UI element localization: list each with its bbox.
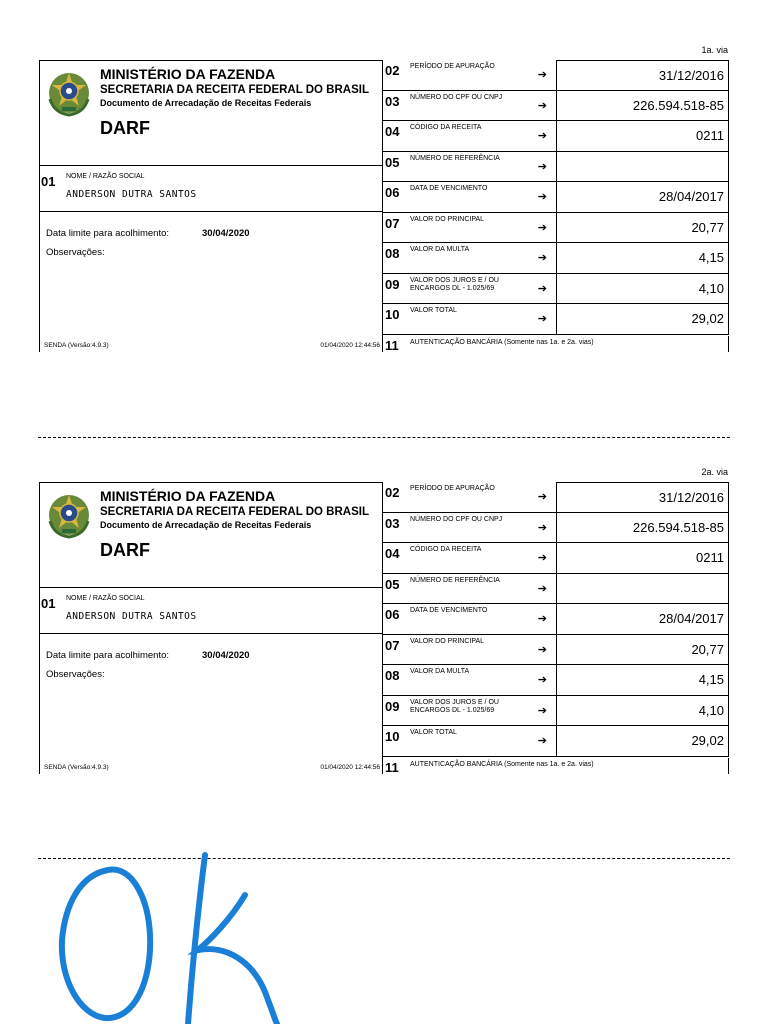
field-label-cell [383,91,556,122]
software-version: SENDA (Versão:4.9.3) [44,764,109,771]
deadline-value: 30/04/2020 [202,228,250,239]
field-number: 09 [385,698,400,714]
field-value: 226.594.518-85 [556,513,729,544]
field-value: 31/12/2016 [556,60,729,91]
field-number: 05 [385,154,400,170]
brazil-coat-of-arms-icon [44,491,94,541]
field-value [556,152,729,183]
document-title: Documento de Arrecadação de Receitas Federais [100,520,312,530]
arrow-right-icon: ➔ [537,491,547,503]
field-number: 08 [385,246,400,261]
field-row [383,665,729,696]
field-row [383,543,729,574]
arrow-right-icon: ➔ [537,221,547,234]
arrow-right-icon: ➔ [537,613,547,625]
auth-label: AUTENTICAÇÃO BANCÁRIA (Somente nas 1a. e 2a. vias) [410,339,594,346]
field-number: 03 [385,93,400,109]
field-number: 01 [41,174,56,189]
observations-box [39,212,383,352]
deadline-value: 30/04/2020 [202,650,250,661]
field-number: 06 [385,607,400,622]
handwritten-ok-signature [40,850,320,1024]
timestamp: 01/04/2020 12:44:56 [320,342,380,349]
field-label: VALOR DOS JUROS E / OU ENCARGOS DL - 1.025/69 [410,276,499,292]
darf-form [39,60,729,352]
field-value [556,574,729,605]
field-label-cell [383,243,556,274]
software-version: SENDA (Versão:4.9.3) [44,342,109,349]
field-number: 10 [385,729,400,744]
divider [728,336,729,352]
arrow-right-icon: ➔ [537,735,547,747]
name-box [39,588,383,634]
arrow-right-icon: ➔ [537,521,547,534]
field-number: 08 [385,668,400,683]
field-label: PERÍODO DE APURAÇÃO [410,485,495,492]
arrow-right-icon: ➔ [537,552,547,564]
via-label: 2a. via [701,467,728,477]
field-row [383,91,729,122]
field-value: 4,15 [556,665,729,696]
field-row [383,274,729,305]
field-value: 20,77 [556,635,729,666]
field-label-cell [383,543,556,574]
auth-row [383,758,729,774]
ministry-title: MINISTÉRIO DA FAZENDA [100,66,276,82]
header-box [39,482,383,588]
deadline-label: Data limite para acolhimento: [46,228,170,239]
arrow-right-icon: ➔ [537,252,547,264]
field-label: DATA DE VENCIMENTO [410,607,488,614]
field-label: DATA DE VENCIMENTO [410,185,488,192]
arrow-right-icon: ➔ [537,69,547,81]
field-label-cell [383,604,556,635]
field-label: CÓDIGO DA RECEITA [410,546,482,553]
field-label-cell [383,696,556,727]
name-box [39,166,383,212]
field-label-cell [383,152,556,183]
field-number: 04 [385,124,400,139]
auth-row [383,336,729,352]
darf-form [39,482,729,774]
field-label: NÚMERO DE REFERÊNCIA [410,576,500,584]
arrow-right-icon: ➔ [537,643,547,656]
field-label: VALOR DA MULTA [410,668,470,675]
field-value: 29,02 [556,726,729,757]
field-row [383,604,729,635]
field-value: 0211 [556,543,729,574]
field-value: 28/04/2017 [556,182,729,213]
arrow-right-icon: ➔ [537,674,547,686]
field-number: 07 [385,215,400,231]
field-number: 09 [385,276,400,292]
field-label: NÚMERO DO CPF OU CNPJ [410,93,503,101]
field-value: 31/12/2016 [556,482,729,513]
field-row [383,60,729,91]
field-label-cell [383,60,556,91]
field-label-cell [383,182,556,213]
darf-copy [0,467,768,775]
field-label: VALOR DOS JUROS E / OU ENCARGOS DL - 1.025/69 [410,698,499,714]
field-number: 11 [385,338,399,353]
arrow-right-icon: ➔ [537,704,547,717]
field-label: VALOR DA MULTA [410,246,470,253]
field-label: PERÍODO DE APURAÇÃO [410,63,495,70]
field-value: 28/04/2017 [556,604,729,635]
ministry-title: MINISTÉRIO DA FAZENDA [100,488,276,504]
field-row [383,182,729,213]
field-number: 11 [385,760,399,775]
arrow-right-icon: ➔ [537,582,547,595]
field-label-cell [383,121,556,152]
field-row [383,696,729,727]
field-row [383,213,729,244]
field-label-cell [383,274,556,305]
deadline-label: Data limite para acolhimento: [46,650,170,661]
field-value: 4,10 [556,696,729,727]
name-value: ANDERSON DUTRA SANTOS [66,189,197,200]
arrow-right-icon: ➔ [537,160,547,173]
field-row [383,152,729,183]
via-label: 1a. via [701,45,728,55]
field-label: VALOR TOTAL [410,729,457,736]
observations-label: Observações: [46,247,105,258]
auth-label: AUTENTICAÇÃO BANCÁRIA (Somente nas 1a. e 2a. vias) [410,761,594,768]
field-value: 20,77 [556,213,729,244]
name-label: NOME / RAZÃO SOCIAL [66,173,145,180]
divider [728,758,729,774]
arrow-right-icon: ➔ [537,130,547,142]
arrow-right-icon: ➔ [537,99,547,112]
field-label-cell [383,574,556,605]
darf-copy [0,45,768,353]
arrow-right-icon: ➔ [537,191,547,203]
field-value: 4,15 [556,243,729,274]
secretariat-title: SECRETARIA DA RECEITA FEDERAL DO BRASIL [100,506,369,518]
field-label: VALOR DO PRINCIPAL [410,637,485,645]
observations-box [39,634,383,774]
document-title: Documento de Arrecadação de Receitas Federais [100,98,312,108]
field-row [383,726,729,757]
field-value: 0211 [556,121,729,152]
field-label-cell [383,513,556,544]
field-label-cell [383,213,556,244]
field-label: VALOR TOTAL [410,307,457,314]
form-code: DARF [100,540,150,560]
field-row [383,482,729,513]
field-row [383,243,729,274]
field-number: 03 [385,515,400,531]
cut-line [38,437,730,438]
field-number: 10 [385,307,400,322]
field-value: 29,02 [556,304,729,335]
name-label: NOME / RAZÃO SOCIAL [66,595,145,602]
field-value: 226.594.518-85 [556,91,729,122]
field-label: NÚMERO DO CPF OU CNPJ [410,515,503,523]
field-label-cell [383,726,556,757]
header-box [39,60,383,166]
timestamp: 01/04/2020 12:44:56 [320,764,380,771]
field-row [383,513,729,544]
field-row [383,574,729,605]
secretariat-title: SECRETARIA DA RECEITA FEDERAL DO BRASIL [100,84,369,96]
field-label: CÓDIGO DA RECEITA [410,124,482,131]
name-value: ANDERSON DUTRA SANTOS [66,611,197,622]
field-value: 4,10 [556,274,729,305]
form-code: DARF [100,118,150,138]
field-number: 02 [385,63,400,78]
field-label-cell [383,482,556,513]
field-label-cell [383,635,556,666]
field-number: 02 [385,485,400,500]
field-number: 07 [385,637,400,653]
field-number: 04 [385,546,400,561]
observations-label: Observações: [46,669,105,680]
brazil-coat-of-arms-icon [44,69,94,119]
field-label: VALOR DO PRINCIPAL [410,215,485,223]
field-label: NÚMERO DE REFERÊNCIA [410,154,500,162]
field-label-cell [383,665,556,696]
arrow-right-icon: ➔ [537,282,547,295]
field-row [383,121,729,152]
field-number: 06 [385,185,400,200]
field-number: 05 [385,576,400,592]
field-number: 01 [41,596,56,611]
field-row [383,304,729,335]
field-label-cell [383,304,556,335]
field-row [383,635,729,666]
arrow-right-icon: ➔ [537,313,547,325]
